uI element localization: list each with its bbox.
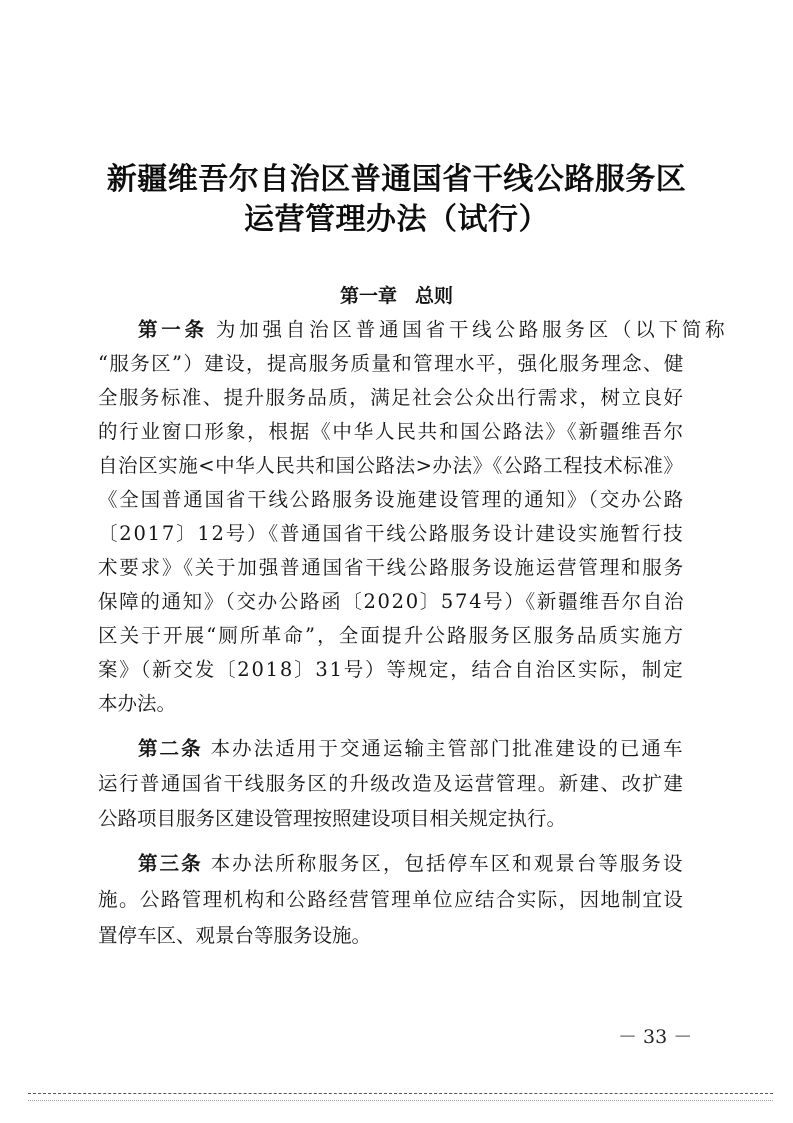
article-3-label: 第三条 [138, 852, 203, 875]
chapter-name: 总则 [415, 285, 454, 307]
article-2-line-1 [138, 735, 685, 763]
article-1-line-10: 区关于开展“厕所革命”，全面提升公路服务区服务品质实施方 [98, 624, 686, 647]
article-1-line-12: 本办法。 [98, 692, 177, 715]
article-1-line-8: 术要求》《关于加强普通国省干线公路服务设施运营管理和服务 [98, 556, 685, 579]
page-number: － 33 － [618, 1026, 693, 1048]
article-2-text-1: 本办法适用于交通运输主管部门批准建设的已通车 [210, 737, 685, 760]
article-3-text-1: 本办法所称服务区，包括停车区和观景台等服务设 [210, 852, 685, 875]
article-2-line-3: 公路项目服务区建设管理按照建设项目相关规定执行。 [98, 807, 567, 830]
article-1-label: 第一条 [138, 318, 208, 341]
article-3-line-1 [138, 850, 685, 878]
article-1-line-6: 《全国普通国省干线公路服务设施建设管理的通知》（交办公路 [98, 488, 685, 511]
document-title-line-1: 新疆维吾尔自治区普通国省干线公路服务区 [106, 162, 687, 197]
article-1-line-9: 保障的通知》（交办公路函〔2020〕574号）《新疆维吾尔自治 [98, 590, 686, 613]
article-3-line-3: 置停车区、观景台等服务设施。 [98, 924, 372, 947]
footer-divider [28, 1093, 773, 1094]
article-1-line-3: 全服务标准、提升服务品质，满足社会公众出行需求，树立良好 [98, 386, 685, 409]
article-1-line-4: 的行业窗口形象，根据《中华人民共和国公路法》《新疆维吾尔 [98, 420, 685, 443]
chapter-heading [0, 282, 793, 310]
article-1-line-2: “服务区”）建设，提高服务质量和管理水平，强化服务理念、健 [98, 352, 685, 375]
chapter-number: 第一章 [339, 285, 397, 307]
article-1-text-1: 为加强自治区普通国省干线公路服务区（以下简称 [215, 318, 723, 341]
article-1-line-5: 自治区实施<中华人民共和国公路法>办法》《公路工程技术标准》 [98, 454, 684, 477]
document-title-line-2: 运营管理办法（试行） [244, 202, 549, 237]
article-1-line-7: 〔2017〕12号）《普通国省干线公路服务设计建设实施暂行技 [98, 522, 685, 545]
article-2-line-2: 运行普通国省干线服务区的升级改造及运营管理。新建、改扩建 [98, 772, 685, 795]
article-3-line-2: 施。公路管理机构和公路经营管理单位应结合实际，因地制宜设 [98, 888, 685, 911]
article-1-line-1 [138, 316, 723, 344]
footer-divider-secondary [28, 1100, 773, 1101]
article-1-line-11: 案》（新交发〔2018〕31号）等规定，结合自治区实际，制定 [98, 658, 685, 681]
article-2-label: 第二条 [138, 737, 203, 760]
